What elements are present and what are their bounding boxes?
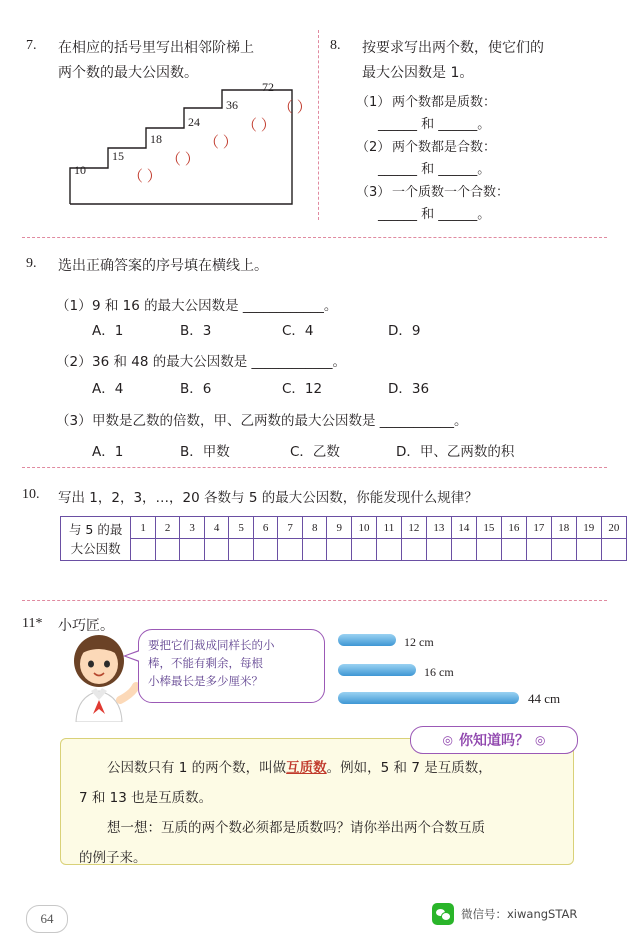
answer-blank-5[interactable]: （ ） bbox=[278, 100, 312, 116]
stair-label-15: 15 bbox=[112, 149, 124, 163]
stick-16cm-label: 16 cm bbox=[424, 665, 454, 679]
know-paragraph-2-line-2: 的例子来。 bbox=[79, 850, 147, 866]
table-answer-cell[interactable] bbox=[155, 539, 180, 561]
know-paragraph-2-line-1 bbox=[79, 813, 557, 843]
wechat-id-label: 微信号：xiwangSTAR bbox=[461, 907, 578, 921]
problem-9-number: 9. bbox=[26, 256, 37, 271]
problem-8-item-3-label: （3） bbox=[356, 185, 391, 200]
problem-9-item-3-question[interactable]: 甲数是乙数的倍数，甲、乙两数的最大公因数是 ___________。 bbox=[92, 413, 468, 429]
problem-9-item-3-option-b[interactable]: B．甲数 bbox=[180, 444, 230, 460]
table-header-cell: 10 bbox=[351, 517, 376, 539]
stick-12cm bbox=[338, 634, 396, 646]
table-header-cell: 8 bbox=[302, 517, 327, 539]
bubble-line-3: 小棒最长是多少厘米？ bbox=[148, 674, 263, 688]
table-row-label bbox=[61, 517, 131, 561]
problem-9-item-2-option-d[interactable]: D．36 bbox=[388, 381, 430, 397]
separator-3 bbox=[22, 600, 607, 601]
table-answer-cell[interactable] bbox=[451, 539, 476, 561]
problem-8-item-2-text: 两个数都是合数： bbox=[392, 140, 497, 155]
table-answer-cell[interactable] bbox=[327, 539, 352, 561]
table-header-cell: 19 bbox=[576, 517, 601, 539]
problem-9-item-1-option-d[interactable]: D．9 bbox=[388, 323, 421, 339]
know-p1-post: 。例如，5 和 7 是互质数， bbox=[326, 760, 492, 776]
table-answer-cell[interactable] bbox=[526, 539, 551, 561]
problem-8-item-1-answer[interactable]: ______ 和 ______。 bbox=[378, 117, 491, 132]
wechat-footer bbox=[432, 903, 577, 925]
answer-blank-4[interactable]: （ ） bbox=[242, 118, 276, 134]
problem-8-line-1: 按要求写出两个数，使它们的 bbox=[362, 40, 544, 56]
table-answer-cell[interactable] bbox=[229, 539, 254, 561]
problem-9-item-2-label: （2） bbox=[56, 354, 92, 370]
column-divider bbox=[318, 30, 319, 220]
answer-blank-3[interactable]: （ ） bbox=[204, 135, 238, 151]
problem-9-item-3-option-c[interactable]: C．乙数 bbox=[290, 444, 340, 460]
table-header-cell: 14 bbox=[451, 517, 476, 539]
problem-9-item-1-question[interactable]: 9 和 16 的最大公因数是 ____________。 bbox=[92, 298, 338, 314]
problem-9-item-2-option-c[interactable]: C．12 bbox=[282, 381, 323, 397]
table-header-cell: 12 bbox=[401, 517, 426, 539]
table-header-cell: 6 bbox=[253, 517, 278, 539]
stair-label-24: 24 bbox=[188, 115, 200, 129]
did-you-know-text bbox=[79, 753, 557, 873]
stair-label-36: 36 bbox=[226, 98, 238, 112]
problem-7-number: 7. bbox=[26, 38, 37, 53]
know-p1-highlight: 互质数 bbox=[286, 760, 327, 776]
table-header-cell: 11 bbox=[376, 517, 401, 539]
table-answer-cell[interactable] bbox=[204, 539, 229, 561]
table-row-label-line-1: 与 5 的最 bbox=[68, 521, 123, 537]
problem-7-line-1: 在相应的括号里写出相邻阶梯上 bbox=[58, 40, 254, 56]
problem-9-item-1-option-b[interactable]: B．3 bbox=[180, 323, 212, 339]
stair-label-18: 18 bbox=[150, 132, 162, 146]
stick-16cm bbox=[338, 664, 416, 676]
problem-11-number: 11* bbox=[22, 616, 43, 631]
table-answer-cell[interactable] bbox=[576, 539, 601, 561]
problem-10-stem: 写出 1，2，3，…，20 各数与 5 的最大公因数，你能发现什么规律？ bbox=[58, 490, 478, 506]
problem-9-item-1-label: （1） bbox=[56, 298, 92, 314]
separator-2 bbox=[22, 467, 607, 468]
table-header-cell: 4 bbox=[204, 517, 229, 539]
table-answer-cell[interactable] bbox=[551, 539, 576, 561]
table-header-cell: 16 bbox=[501, 517, 526, 539]
table-header-cell: 17 bbox=[526, 517, 551, 539]
bubble-line-2: 棒，不能有剩余，每根 bbox=[148, 656, 263, 670]
stair-label-10: 10 bbox=[74, 163, 86, 177]
circle-icon: ◎ bbox=[442, 733, 453, 747]
table-row bbox=[61, 539, 627, 561]
stick-44cm-label: 44 cm bbox=[528, 691, 561, 706]
speech-bubble bbox=[138, 629, 325, 703]
know-paragraph-1 bbox=[79, 753, 557, 783]
problem-8-item-1-label: （1） bbox=[356, 95, 391, 110]
table-header-cell: 15 bbox=[476, 517, 501, 539]
table-row bbox=[61, 517, 627, 539]
table-answer-cell[interactable] bbox=[278, 539, 303, 561]
table-header-cell: 20 bbox=[601, 517, 626, 539]
problem-8-item-1-text: 两个数都是质数： bbox=[392, 95, 497, 110]
table-header-cell: 7 bbox=[278, 517, 303, 539]
answer-blank-2[interactable]: （ ） bbox=[166, 152, 200, 168]
problem-9-item-1-option-a[interactable]: A．1 bbox=[92, 323, 124, 339]
table-answer-cell[interactable] bbox=[426, 539, 451, 561]
know-p2-text: 想一想：互质的两个数必须都是质数吗？请你举出两个合数互质 bbox=[107, 820, 485, 836]
problem-9-item-2-option-b[interactable]: B．6 bbox=[180, 381, 212, 397]
answer-blank-1[interactable]: （ ） bbox=[128, 169, 162, 185]
table-answer-cell[interactable] bbox=[180, 539, 205, 561]
stair-label-72: 72 bbox=[262, 80, 274, 94]
did-you-know-tag-label: 你知道吗？ bbox=[459, 733, 529, 749]
table-answer-cell[interactable] bbox=[302, 539, 327, 561]
table-header-cell: 3 bbox=[180, 517, 205, 539]
table-answer-cell[interactable] bbox=[253, 539, 278, 561]
problem-8-item-3-text: 一个质数一个合数： bbox=[392, 185, 510, 200]
table-answer-cell[interactable] bbox=[501, 539, 526, 561]
problem-9-stem: 选出正确答案的序号填在横线上。 bbox=[58, 258, 268, 274]
wechat-icon bbox=[432, 903, 454, 925]
know-p1-pre: 公因数只有 1 的两个数，叫做 bbox=[107, 760, 287, 776]
bubble-text bbox=[148, 636, 316, 690]
problem-9-item-1-option-c[interactable]: C．4 bbox=[282, 323, 314, 339]
stick-44cm bbox=[338, 692, 519, 704]
table-answer-cell[interactable] bbox=[476, 539, 501, 561]
problem-7-line-2: 两个数的最大公因数。 bbox=[58, 65, 198, 81]
bubble-line-1: 要把它们裁成同样长的小 bbox=[148, 638, 275, 652]
table-header-cell: 5 bbox=[229, 517, 254, 539]
problem-9-item-3-label: （3） bbox=[56, 413, 92, 429]
problem-9-item-2-question[interactable]: 36 和 48 的最大公因数是 ____________。 bbox=[92, 354, 347, 370]
did-you-know-box bbox=[60, 738, 574, 865]
problem-10-number: 10. bbox=[22, 487, 40, 502]
table-header-cell: 2 bbox=[155, 517, 180, 539]
problem-9-item-3-option-d[interactable]: D．甲、乙两数的积 bbox=[396, 444, 515, 460]
know-paragraph-1-line-2: 7 和 13 也是互质数。 bbox=[79, 790, 213, 806]
table-answer-cell[interactable] bbox=[376, 539, 401, 561]
table-answer-cell[interactable] bbox=[401, 539, 426, 561]
student-illustration bbox=[58, 630, 140, 722]
problem-10-table[interactable] bbox=[60, 516, 627, 561]
problem-8-item-2-answer[interactable]: ______ 和 ______。 bbox=[378, 162, 491, 177]
problem-9-item-3-option-a[interactable]: A．1 bbox=[92, 444, 124, 460]
stick-12cm-label: 12 cm bbox=[404, 635, 434, 649]
table-header-cell: 13 bbox=[426, 517, 451, 539]
circle-icon: ◎ bbox=[535, 733, 546, 747]
table-header-cell: 9 bbox=[327, 517, 352, 539]
table-answer-cell[interactable] bbox=[351, 539, 376, 561]
page-number: 64 bbox=[26, 905, 68, 933]
problem-8-item-2-label: （2） bbox=[356, 140, 391, 155]
problem-8-item-3-answer[interactable]: ______ 和 ______。 bbox=[378, 207, 491, 222]
table-header-cell: 1 bbox=[131, 517, 156, 539]
table-answer-cell[interactable] bbox=[601, 539, 626, 561]
problem-11-title: 小巧匠。 bbox=[58, 618, 114, 634]
separator-1 bbox=[22, 237, 607, 238]
problem-8-number: 8. bbox=[330, 38, 341, 53]
problem-9-item-2-option-a[interactable]: A．4 bbox=[92, 381, 124, 397]
problem-8-line-2: 最大公因数是 1。 bbox=[362, 65, 474, 81]
table-answer-cell[interactable] bbox=[131, 539, 156, 561]
table-row-label-line-2: 大公因数 bbox=[70, 540, 121, 556]
bubble-tail-inner bbox=[126, 651, 140, 661]
did-you-know-tag bbox=[410, 726, 578, 754]
table-header-cell: 18 bbox=[551, 517, 576, 539]
